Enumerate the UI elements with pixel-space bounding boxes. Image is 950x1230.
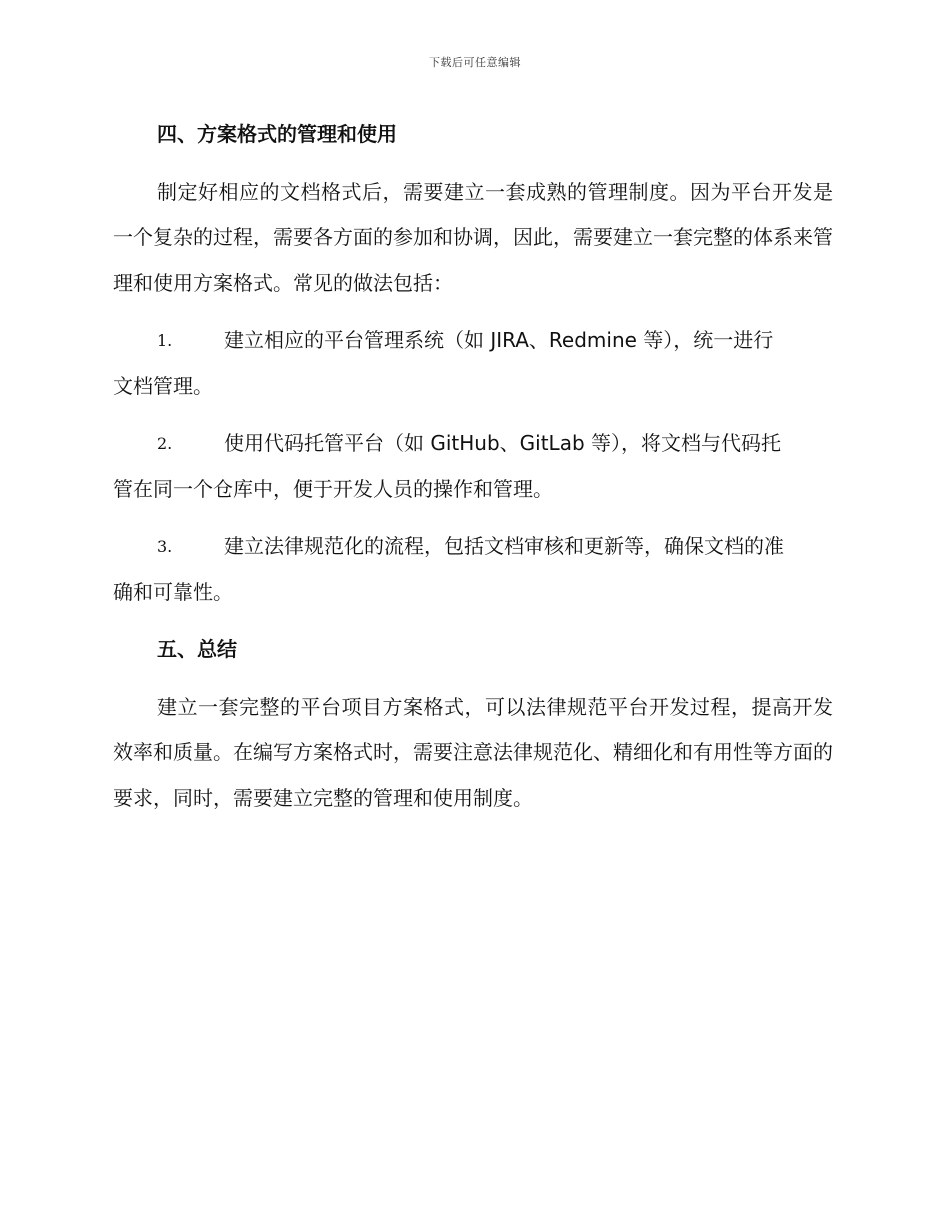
- list-text: 建立法律规范化的流程，包括文档审核和更新等，确保文档的准: [224, 534, 784, 558]
- list-item: [113, 421, 833, 512]
- list-text: 使用代码托管平台（如 GitHub、GitLab 等），将文档与代码托: [224, 431, 782, 455]
- section-heading-summary: 五、总结: [157, 637, 237, 661]
- list-number: 1.: [157, 331, 173, 350]
- list-text-continued: 确和可靠性。: [113, 579, 233, 604]
- page-header: 下载后可任意编辑: [429, 56, 521, 69]
- document-body: [113, 112, 833, 833]
- list-item: [113, 318, 833, 409]
- list-number: 2.: [157, 434, 173, 453]
- list-item: [113, 524, 833, 615]
- summary-paragraph: 建立一套完整的平台项目方案格式，可以法律规范平台开发过程，提高开发效率和质量。在编写方案格式时，需要注意法律规范化、精细化和有用性等方面的要求，同时，需要建立完整的管理和使用制度。: [113, 694, 833, 810]
- list-text: 建立相应的平台管理系统（如 JIRA、Redmine 等），统一进行: [224, 328, 774, 352]
- section-heading-management: 四、方案格式的管理和使用: [157, 122, 397, 146]
- list-text-continued: 管在同一个仓库中，便于开发人员的操作和管理。: [113, 476, 553, 501]
- list-text-continued: 文档管理。: [113, 373, 213, 398]
- list-number: 3.: [157, 537, 173, 556]
- section-intro-paragraph: 制定好相应的文档格式后，需要建立一套成熟的管理制度。因为平台开发是一个复杂的过程，需要各方面的参加和协调，因此，需要建立一套完整的体系来管理和使用方案格式。常见的做法包括：: [113, 179, 833, 295]
